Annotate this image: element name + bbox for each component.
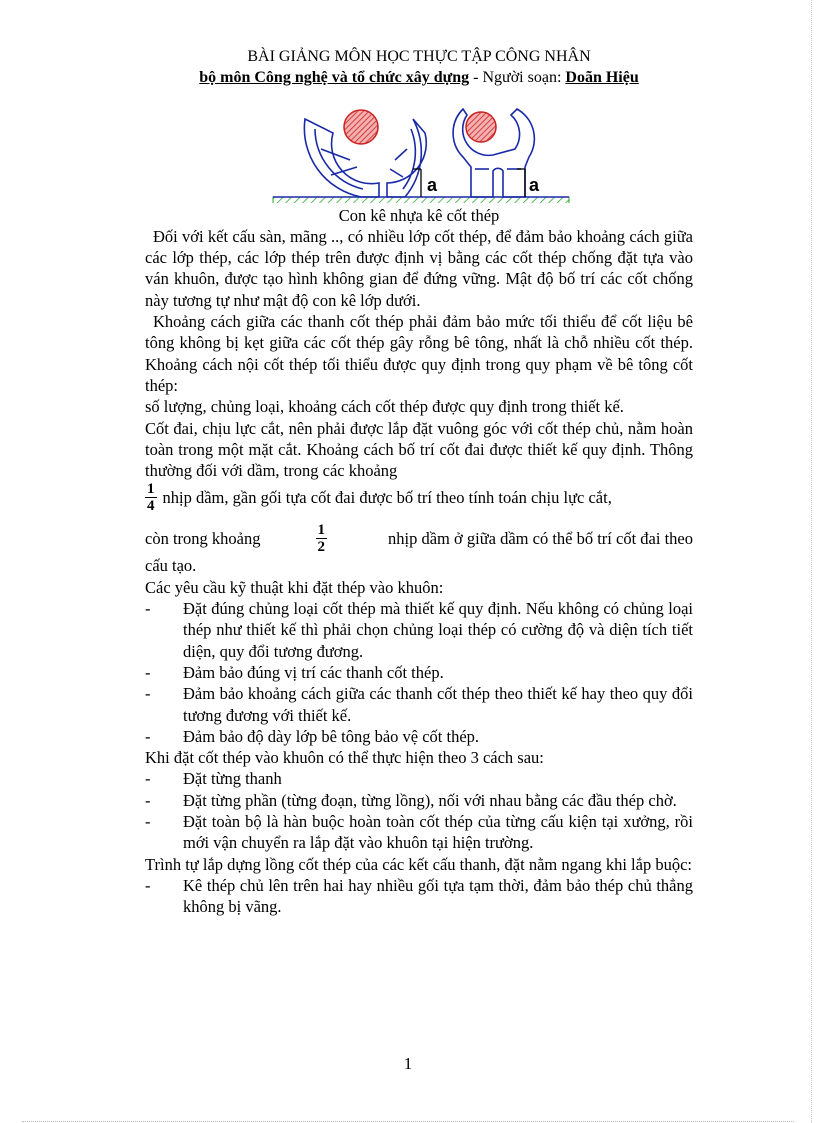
subtitle-separator: - (469, 69, 483, 87)
author-name: Doãn Hiệu (565, 69, 639, 87)
list-item (145, 662, 693, 683)
list-dash: - (145, 599, 151, 619)
list-dash: - (145, 726, 151, 746)
fraction-numerator: 1 (317, 522, 325, 539)
document-subtitle (145, 67, 693, 88)
fraction-numerator: 1 (147, 481, 155, 498)
list-dash: - (145, 662, 151, 682)
fraction-one-half (316, 522, 328, 555)
rebar-spacer-figure (145, 97, 693, 203)
fraction-denominator: 2 (317, 539, 325, 556)
list-item (145, 598, 693, 662)
assembly-steps-list (145, 875, 693, 918)
list-item-text: Đặt từng thanh (183, 769, 282, 789)
list-dash: - (145, 684, 151, 704)
list-item-text: Đặt đúng chủng loại cốt thép mà thiết kế quy định. Nếu không có chủng loại thép như thiết kế thì phải chọn chủng loại thép có cường độ và diện tích tiết diện, quy đổi tương đương. (183, 599, 693, 661)
list-item (145, 790, 693, 811)
paragraph-1: Đối với kết cấu sàn, mãng .., có nhiều lớp cốt thép, để đảm bảo khoảng cách giữa các lớp thép, các lớp thép trên được định vị bằng các cốt thép chống đặt tựa vào ván khuôn, được tạo hình không gian để đứng vững. Mật độ bố trí các cốt chống này tương tự như mật độ con kê lớp dưới. (145, 226, 693, 310)
list-dash: - (145, 769, 151, 789)
list-item-text: Đảm bảo khoảng cách giữa các thanh cốt thép theo thiết kế hay theo quy đổi tương đương với thiết kế. (183, 684, 693, 725)
list-item (145, 768, 693, 789)
list-dash: - (145, 790, 151, 810)
ground-hatch (273, 197, 569, 203)
page-edge-rule (811, 0, 812, 1123)
paragraph-6b: nhịp dầm ở giữa dầm có thể bố trí cốt đai theo (388, 529, 693, 549)
fraction-denominator: 4 (147, 498, 155, 515)
list-item (145, 683, 693, 726)
list-item-text: Đảm bảo đúng vị trí các thanh cốt thép. (183, 662, 444, 682)
paragraph-3: số lượng, chủng loại, khoảng cách cốt thép được quy định trong thiết kế. (145, 397, 624, 417)
list-item-text: Đặt từng phần (từng đoạn, từng lồng), nối với nhau bằng các đầu thép chờ. (183, 790, 677, 810)
fraction-line-2 (145, 522, 693, 555)
page-number: 1 (403, 1054, 413, 1073)
list-item-text: Đảm bảo độ dày lớp bê tông bảo vệ cốt thép. (183, 726, 480, 746)
fraction-one-quarter (145, 481, 157, 514)
list-item-text: Đặt toàn bộ là hàn buộc hoàn toàn cốt thép của từng cấu kiện tại xưởng, rồi mới vận chuyển ra lắp đặt vào khuôn tại hiện trường. (183, 812, 693, 853)
list-item (145, 811, 693, 854)
figure-caption: Con kê nhựa kê cốt thép (338, 205, 500, 225)
requirements-list (145, 598, 693, 747)
department-name: bộ môn Công nghệ và tổ chức xây dựng (199, 69, 470, 87)
author-label: Người soạn: (482, 69, 566, 87)
dimension-label-a2: a (529, 174, 540, 195)
paragraph-5: nhịp dầm, gần gối tựa cốt đai được bố trí theo tính toán chịu lực cắt, (162, 488, 612, 508)
document-page (145, 46, 693, 918)
paragraph-6a: còn trong khoảng (145, 529, 261, 549)
footer-rule (22, 1121, 794, 1122)
paragraph-6c: cấu tạo. (145, 556, 197, 576)
paragraph-9: Trình tự lắp dựng lồng cốt thép của các kết cấu thanh, đặt nằm ngang khi lắp buộc: (145, 854, 692, 874)
dimension-label-a1: a (427, 174, 438, 195)
list-item-text: Kê thép chủ lên trên hai hay nhiều gối tựa tạm thời, đảm bảo thép chủ thẳng không bị vãng. (183, 875, 693, 917)
paragraph-2: Khoảng cách giữa các thanh cốt thép phải đảm bảo mức tối thiểu để cốt liệu bê tông không bị kẹt giữa các cốt thép gây rỗng bê tông, nhất là chỗ nhiều cốt thép. Khoảng cách nội cốt thép tối thiểu được quy định trong quy phạm về bê tông cốt thép: (145, 312, 693, 395)
fraction-line-1 (145, 481, 693, 514)
paragraph-8: Khi đặt cốt thép vào khuôn có thể thực hiện theo 3 cách sau: (145, 748, 544, 768)
placement-methods-list (145, 768, 693, 853)
rebar-large (344, 110, 378, 144)
list-item (145, 726, 693, 747)
list-item (145, 875, 693, 918)
paragraph-4: Cốt đai, chịu lực cắt, nên phải được lắp đặt vuông góc với cốt thép chủ, nằm hoàn toàn trong một mặt cắt. Khoảng cách bố trí cốt đai được thiết kế quy định. Thông thường đối với dầm, trong các khoảng (145, 418, 693, 481)
paragraph-7: Các yêu cầu kỹ thuật khi đặt thép vào khuôn: (145, 577, 444, 597)
rebar-small (466, 112, 496, 142)
document-title: BÀI GIẢNG MÔN HỌC THỰC TẬP CÔNG NHÂN (247, 48, 591, 65)
list-dash: - (145, 875, 151, 895)
list-dash: - (145, 812, 151, 832)
rebar-spacer-drawing (145, 97, 693, 203)
